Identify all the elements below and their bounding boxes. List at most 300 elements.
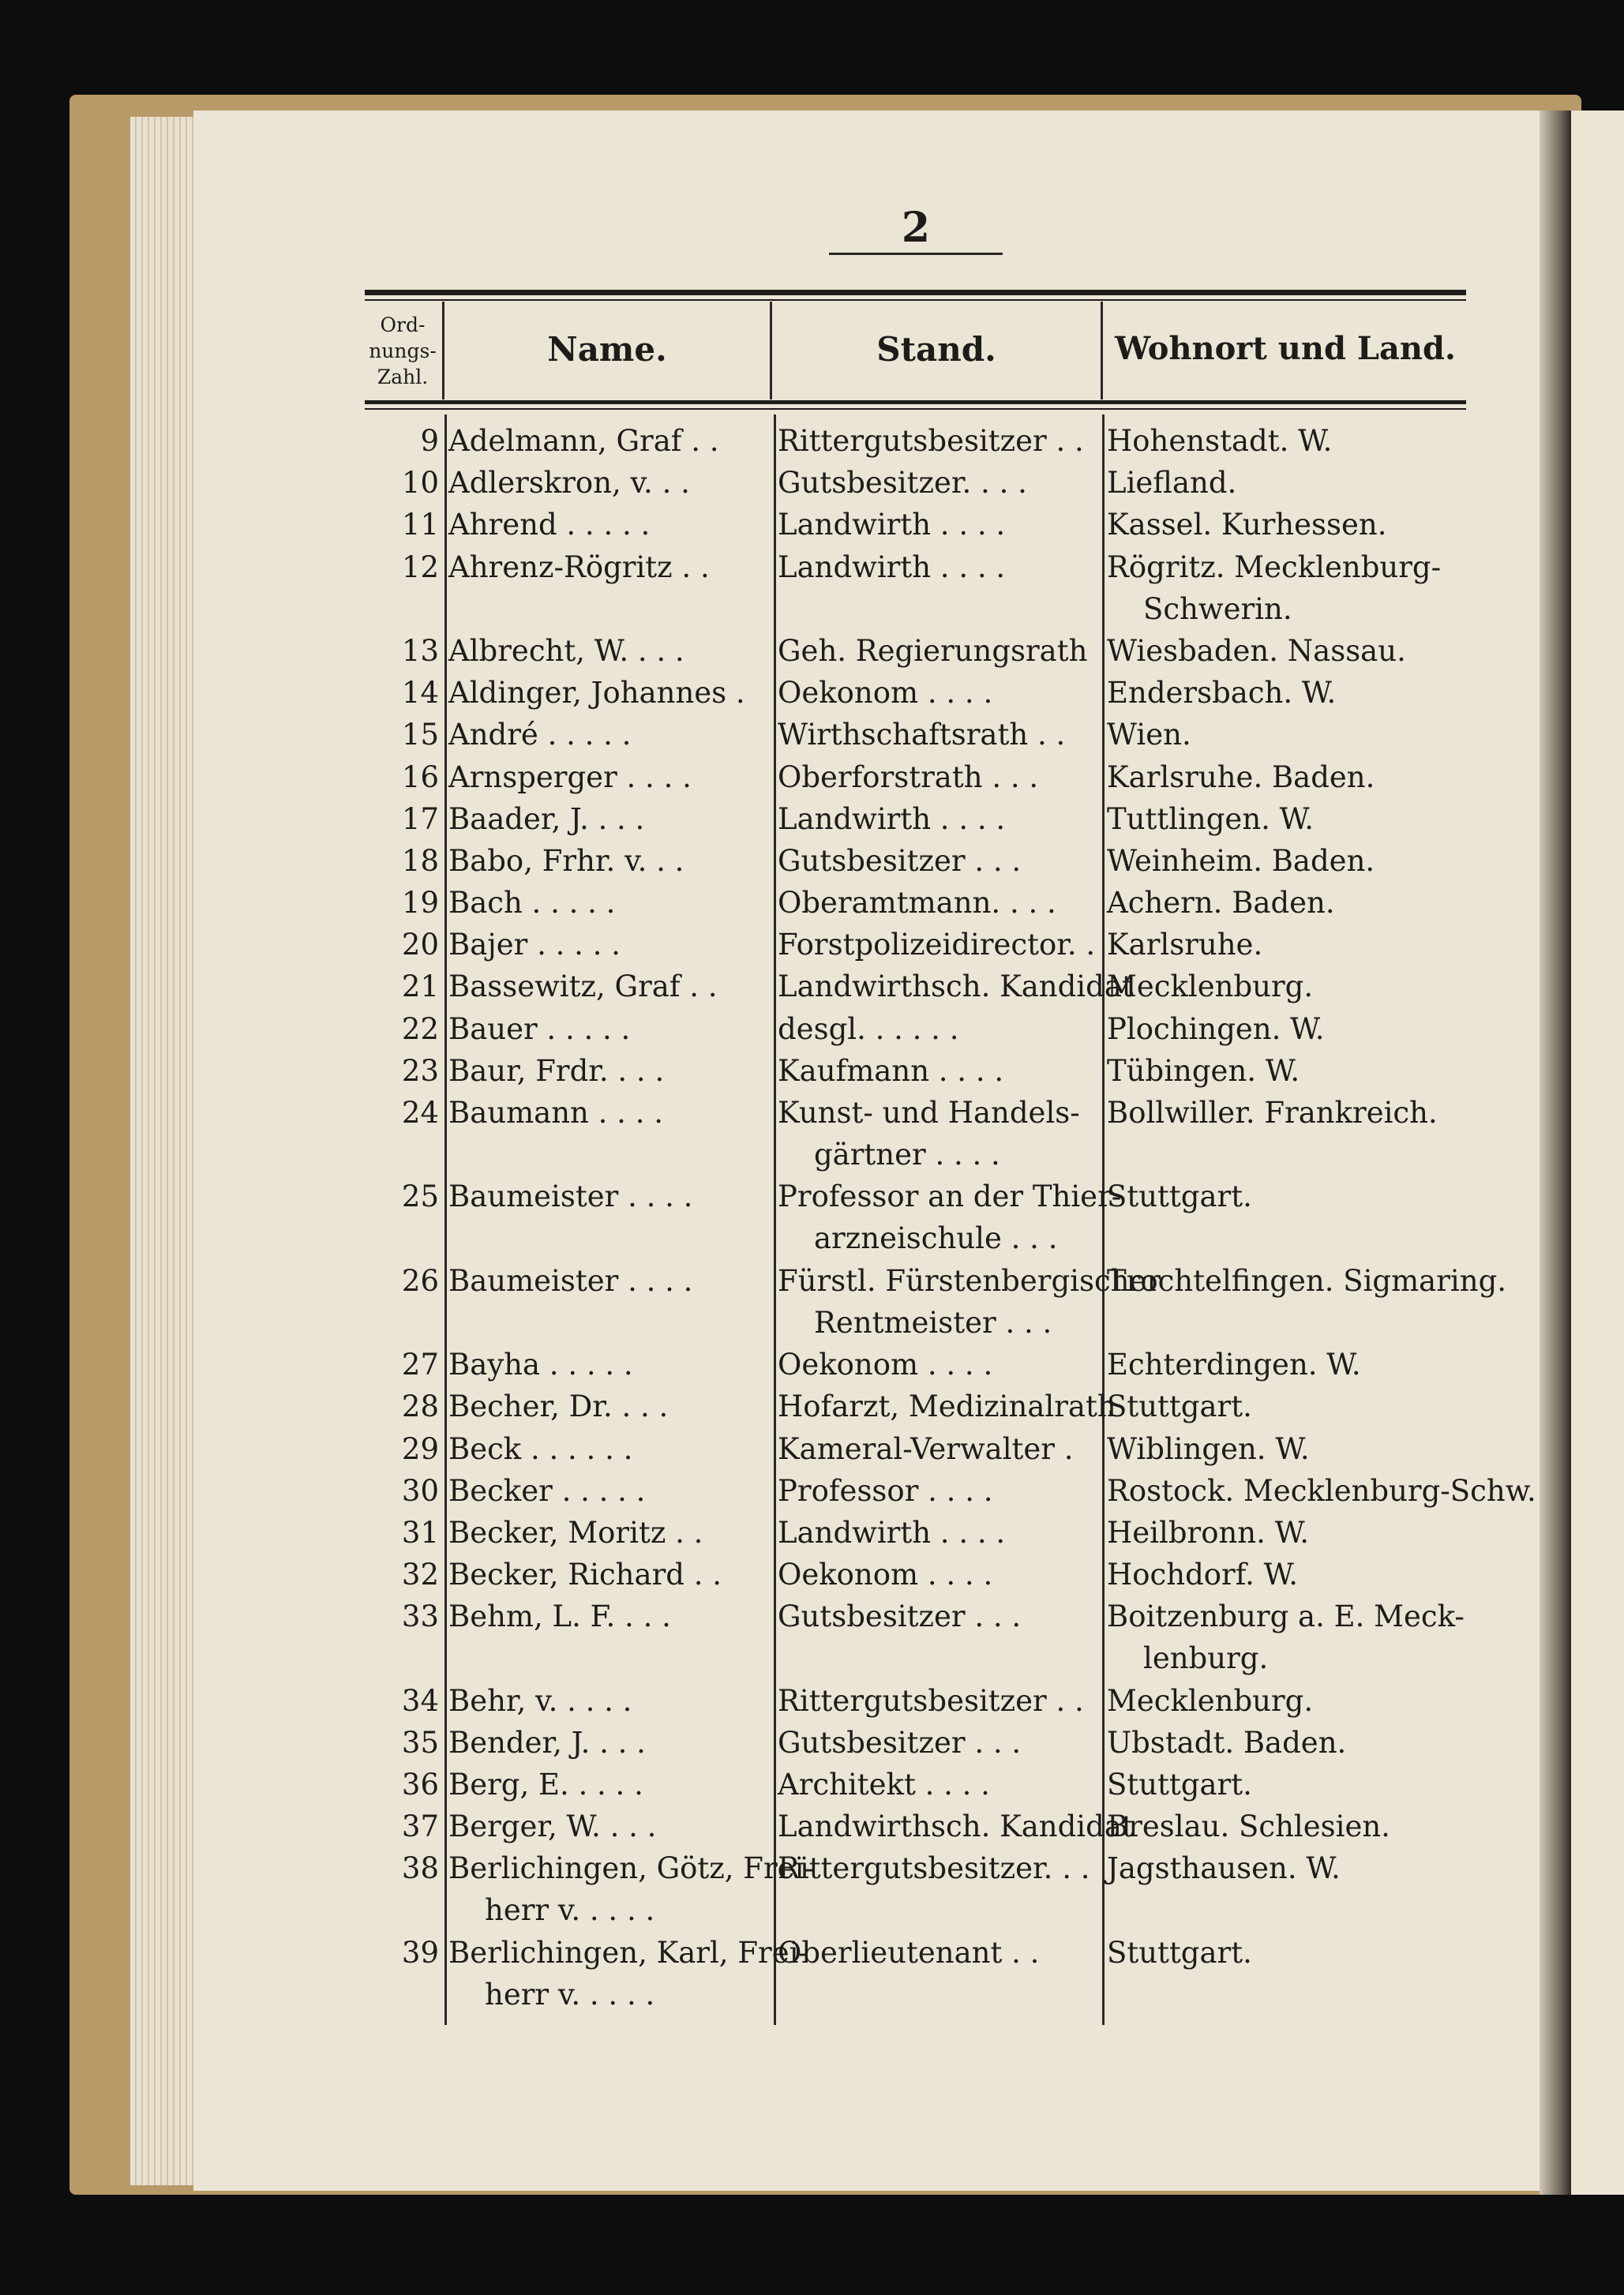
row-place: [1107, 1932, 1470, 1974]
row-stand-line: Hofarzt, Medizinalrath: [778, 1389, 1116, 1424]
row-stand-line: Gutsbesitzer. . . .: [778, 466, 1027, 501]
row-stand-line: Oberamtmann. . . .: [778, 886, 1056, 921]
row-stand-line: Landwirth . . . .: [778, 801, 1006, 836]
row-place-line: Karlsruhe. Baden.: [1107, 759, 1375, 794]
page-number: 2: [901, 204, 931, 252]
row-number: [365, 1680, 439, 1722]
row-name: [448, 630, 764, 672]
row-stand-line: Gutsbesitzer . . .: [778, 843, 1022, 878]
header-bottom-rule-thin: [365, 408, 1466, 410]
row-stand: [778, 1596, 1097, 1637]
row-number: [365, 1092, 439, 1134]
header-divider: [442, 302, 444, 399]
row-name: [448, 798, 764, 840]
table-row: [0, 1428, 1624, 1470]
row-number-line: 37: [401, 1809, 439, 1844]
row-place: [1107, 1470, 1536, 1512]
row-stand-line: Oberlieutenant . .: [778, 1935, 1040, 1970]
row-place-line: Ubstadt. Baden.: [1107, 1725, 1347, 1760]
row-number: [365, 546, 439, 588]
row-name-line: Bach . . . . .: [448, 886, 616, 921]
row-stand-line: Professor an der Thier-: [778, 1179, 1122, 1214]
table-row: [0, 672, 1624, 714]
row-name-line: Berlichingen, Karl, Frei-: [448, 1935, 808, 1970]
header-bottom-rule: [365, 400, 1466, 404]
row-stand-line: Kameral-Verwalter .: [778, 1431, 1074, 1466]
row-name: [448, 1470, 764, 1512]
row-place: [1107, 1722, 1470, 1764]
row-name-line: Bayha . . . . .: [448, 1348, 633, 1382]
row-name-line: Berlichingen, Götz, Frei-: [448, 1851, 814, 1886]
row-number: [365, 1176, 439, 1217]
row-stand: [778, 756, 1097, 798]
row-name-line: Ahrenz-Rögritz . .: [448, 549, 710, 584]
row-place: [1107, 1386, 1470, 1427]
row-number-line: 25: [401, 1179, 439, 1214]
row-number-line: 28: [401, 1389, 439, 1424]
row-number: [365, 1764, 439, 1806]
row-number: [365, 1386, 439, 1427]
row-number-line: 9: [420, 424, 439, 458]
row-name-line: Becker, Richard . .: [448, 1558, 722, 1592]
row-name-line: herr v. . . . .: [485, 1893, 655, 1928]
row-number: [365, 672, 439, 714]
row-stand: [778, 462, 1097, 504]
row-name: [448, 1092, 764, 1134]
row-number-line: 20: [401, 928, 439, 962]
row-place-line: Achern. Baden.: [1107, 886, 1335, 921]
table-row: [0, 1092, 1624, 1176]
row-name: [448, 1260, 764, 1302]
table-row: [0, 1722, 1624, 1764]
row-stand-line: Rentmeister . . .: [814, 1305, 1052, 1340]
row-stand-line: Landwirthsch. Kandidat: [778, 969, 1134, 1004]
row-name-line: Adlerskron, v. . .: [448, 466, 690, 501]
row-name-line: herr v. . . . .: [485, 1977, 655, 2012]
table-row: [0, 504, 1624, 546]
table-row: [0, 714, 1624, 756]
row-stand: [778, 1512, 1097, 1554]
row-place: [1107, 756, 1470, 798]
row-stand-line: Geh. Regierungsrath: [778, 633, 1088, 668]
row-number: [365, 504, 439, 546]
row-stand-line: Forstpolizeidirector. .: [778, 928, 1096, 962]
table-row: [0, 924, 1624, 966]
row-place: [1107, 420, 1470, 462]
row-stand-line: Architekt . . . .: [778, 1768, 990, 1802]
row-name: [448, 420, 764, 462]
row-number-line: 27: [401, 1348, 439, 1382]
row-stand: [778, 1722, 1097, 1764]
row-place-line: Mecklenburg.: [1107, 969, 1314, 1004]
row-stand: [778, 1470, 1097, 1512]
row-name: [448, 924, 764, 966]
row-place: [1107, 504, 1470, 546]
row-place-line: Boitzenburg a. E. Meck-: [1107, 1599, 1465, 1634]
header-number-line: nungs-: [369, 339, 437, 362]
row-name-line: Bajer . . . . .: [448, 928, 621, 962]
row-stand: [778, 924, 1097, 966]
row-stand-line: Rittergutsbesitzer. . .: [778, 1851, 1090, 1886]
row-number: [365, 1596, 439, 1637]
row-name-line: Beck . . . . . .: [448, 1431, 633, 1466]
row-name-line: Bassewitz, Graf . .: [448, 969, 718, 1004]
row-number-line: 36: [401, 1768, 439, 1802]
row-name-line: Baumann . . . .: [448, 1096, 663, 1131]
row-place: [1107, 882, 1470, 924]
row-place: [1107, 840, 1470, 882]
row-stand-line: Gutsbesitzer . . .: [778, 1725, 1022, 1760]
row-name: [448, 1932, 808, 2016]
row-name: [448, 1008, 764, 1050]
table-row: [0, 1512, 1624, 1554]
row-stand: [778, 1092, 1097, 1176]
row-name-line: Aldinger, Johannes .: [448, 676, 745, 711]
row-place: [1107, 1092, 1470, 1134]
row-number-line: 39: [401, 1935, 439, 1970]
row-number: [365, 714, 439, 756]
row-stand: [778, 630, 1097, 672]
row-place-line: Stuttgart.: [1107, 1389, 1252, 1424]
row-name: [448, 1554, 764, 1596]
row-place: [1107, 1512, 1470, 1554]
row-place-line: Rögritz. Mecklenburg-: [1107, 549, 1442, 584]
table-row: [0, 630, 1624, 672]
row-name: [448, 756, 764, 798]
row-name-line: Baumeister . . . .: [448, 1263, 693, 1298]
row-stand-line: Oberforstrath . . .: [778, 759, 1039, 794]
row-stand-line: Landwirth . . . .: [778, 549, 1006, 584]
row-number: [365, 1008, 439, 1050]
row-name-line: Becker, Moritz . .: [448, 1515, 703, 1550]
row-place-line: Tuttlingen. W.: [1107, 801, 1314, 836]
row-name-line: André . . . . .: [448, 718, 632, 752]
row-name-line: Albrecht, W. . . .: [448, 633, 684, 668]
table-row: [0, 1008, 1624, 1050]
table-row: [0, 1932, 1624, 2016]
row-name-line: Baumeister . . . .: [448, 1179, 693, 1214]
table-row: [0, 1847, 1624, 1931]
row-number: [365, 882, 439, 924]
header-divider: [1101, 302, 1103, 399]
row-stand-line: Gutsbesitzer . . .: [778, 1599, 1022, 1634]
row-name: [448, 840, 764, 882]
row-name: [448, 672, 764, 714]
row-number-line: 13: [401, 633, 439, 668]
table-row: [0, 882, 1624, 924]
row-place: [1107, 1596, 1470, 1679]
row-name-line: Behm, L. F. . . .: [448, 1599, 671, 1634]
row-place: [1107, 924, 1470, 966]
row-name-line: Adelmann, Graf . .: [448, 424, 719, 458]
row-number: [365, 1470, 439, 1512]
row-place: [1107, 1428, 1470, 1470]
row-place-line: Trochtelfingen. Sigmaring.: [1107, 1263, 1507, 1298]
row-place-line: Endersbach. W.: [1107, 676, 1337, 711]
register-table-body: [0, 420, 1624, 2016]
row-place-line: Mecklenburg.: [1107, 1683, 1314, 1718]
row-number: [365, 840, 439, 882]
row-place-line: Plochingen. W.: [1107, 1011, 1325, 1046]
row-number-line: 33: [401, 1599, 439, 1634]
row-name-line: Bender, J. . . .: [448, 1725, 646, 1760]
row-stand-line: Rittergutsbesitzer . .: [778, 1683, 1084, 1718]
row-place: [1107, 1806, 1470, 1847]
row-stand-line: Oekonom . . . .: [778, 676, 993, 711]
row-name: [448, 1596, 764, 1637]
table-row: [0, 798, 1624, 840]
row-place-line: Jagsthausen. W.: [1107, 1851, 1341, 1886]
row-place: [1107, 1764, 1470, 1806]
row-stand: [778, 546, 1097, 588]
row-number-line: 12: [401, 549, 439, 584]
row-place: [1107, 1176, 1470, 1217]
row-name: [448, 1344, 764, 1386]
row-number-line: 14: [401, 676, 439, 711]
row-number-line: 29: [401, 1431, 439, 1466]
row-stand-line: Landwirthsch. Kandidat: [778, 1809, 1134, 1844]
row-stand-line: Kunst- und Handels-: [778, 1096, 1080, 1131]
row-stand: [778, 966, 1134, 1007]
row-name-line: Babo, Frhr. v. . .: [448, 843, 684, 878]
row-number: [365, 1847, 439, 1889]
row-stand: [778, 798, 1097, 840]
row-place-line: Bollwiller. Frankreich.: [1107, 1096, 1438, 1131]
row-stand: [778, 1176, 1122, 1259]
row-stand: [778, 1932, 1097, 1974]
table-top-rule: [365, 290, 1466, 295]
row-number: [365, 1050, 439, 1092]
row-number-line: 24: [401, 1096, 439, 1131]
table-row: [0, 546, 1624, 630]
row-number-line: 34: [401, 1683, 439, 1718]
row-number-line: 16: [401, 759, 439, 794]
row-number-line: 22: [401, 1011, 439, 1046]
row-number-line: 26: [401, 1263, 439, 1298]
row-name: [448, 966, 764, 1007]
row-place: [1107, 1554, 1470, 1596]
row-number-line: 23: [401, 1053, 439, 1088]
row-place-line: Stuttgart.: [1107, 1935, 1252, 1970]
row-place: [1107, 1050, 1470, 1092]
row-number: [365, 1722, 439, 1764]
row-number: [365, 966, 439, 1007]
row-place: [1107, 1008, 1470, 1050]
row-number: [365, 798, 439, 840]
row-stand-line: Professor . . . .: [778, 1473, 993, 1508]
row-stand-line: Landwirth . . . .: [778, 1515, 1006, 1550]
row-name: [448, 462, 764, 504]
row-number: [365, 462, 439, 504]
row-name: [448, 1722, 764, 1764]
row-number: [365, 1428, 439, 1470]
row-stand-line: Fürstl. Fürstenbergischer: [778, 1263, 1161, 1298]
row-stand: [778, 714, 1097, 756]
row-place: [1107, 1344, 1470, 1386]
row-stand-line: Wirthschaftsrath . .: [778, 718, 1066, 752]
row-place: [1107, 672, 1470, 714]
row-number-line: 10: [401, 466, 439, 501]
row-number-line: 30: [401, 1473, 439, 1508]
row-stand: [778, 1050, 1097, 1092]
row-place-line: Wiesbaden. Nassau.: [1107, 633, 1406, 668]
row-number: [365, 1554, 439, 1596]
row-name: [448, 546, 764, 588]
row-place: [1107, 1680, 1470, 1722]
row-place-line: Breslau. Schlesien.: [1107, 1809, 1390, 1844]
page-number-rule: [829, 253, 1003, 255]
row-place-line: lenburg.: [1143, 1641, 1269, 1676]
row-number: [365, 1512, 439, 1554]
row-name: [448, 1847, 814, 1931]
row-number-line: 21: [401, 969, 439, 1004]
row-number: [365, 1932, 439, 1974]
row-name-line: Baur, Frdr. . . .: [448, 1053, 665, 1088]
row-name-line: Berger, W. . . .: [448, 1809, 657, 1844]
row-stand: [778, 1806, 1134, 1847]
row-name: [448, 504, 764, 546]
row-number-line: 31: [401, 1515, 439, 1550]
row-place-line: Rostock. Mecklenburg-Schw.: [1107, 1473, 1536, 1508]
row-number-line: 19: [401, 886, 439, 921]
row-name-line: Behr, v. . . . .: [448, 1683, 632, 1718]
row-place-line: Hochdorf. W.: [1107, 1558, 1298, 1592]
row-stand: [778, 882, 1097, 924]
row-place: [1107, 630, 1470, 672]
row-name-line: Arnsperger . . . .: [448, 759, 692, 794]
header-number-line: Zahl.: [377, 366, 429, 388]
table-row: [0, 1680, 1624, 1722]
row-name-line: Berg, E. . . . .: [448, 1768, 643, 1802]
row-place-line: Schwerin.: [1143, 591, 1292, 626]
row-stand: [778, 420, 1097, 462]
row-name: [448, 1428, 764, 1470]
row-place-line: Kassel. Kurhessen.: [1107, 508, 1387, 542]
row-place-line: Stuttgart.: [1107, 1179, 1252, 1214]
row-number-line: 32: [401, 1558, 439, 1592]
row-number: [365, 924, 439, 966]
row-stand: [778, 1344, 1097, 1386]
row-name-line: Ahrend . . . . .: [448, 508, 651, 542]
row-stand: [778, 1554, 1097, 1596]
header-name: Name.: [547, 330, 667, 369]
row-name: [448, 1764, 764, 1806]
row-number: [365, 756, 439, 798]
row-stand: [778, 1260, 1161, 1344]
header-number-line: Ord-: [380, 313, 426, 336]
row-number: [365, 1806, 439, 1847]
row-name: [448, 1806, 764, 1847]
row-stand: [778, 1386, 1116, 1427]
table-row: [0, 1176, 1624, 1259]
row-name: [448, 1512, 764, 1554]
row-number-line: 38: [401, 1851, 439, 1886]
row-name-line: Becker . . . . .: [448, 1473, 646, 1508]
row-place-line: Wien.: [1107, 718, 1191, 752]
row-place: [1107, 966, 1470, 1007]
row-place-line: Hohenstadt. W.: [1107, 424, 1333, 458]
row-stand-line: arzneischule . . .: [814, 1221, 1058, 1256]
row-stand: [778, 1428, 1097, 1470]
row-stand-line: desgl. . . . . .: [778, 1011, 959, 1046]
table-row: [0, 1050, 1624, 1092]
row-number-line: 17: [401, 801, 439, 836]
table-top-rule-thin: [365, 299, 1466, 301]
table-row: [0, 1554, 1624, 1596]
row-name-line: Baader, J. . . .: [448, 801, 645, 836]
table-row: [0, 1344, 1624, 1386]
table-row: [0, 1386, 1624, 1427]
header-place: Wohnort und Land.: [1115, 330, 1456, 367]
row-place-line: Wiblingen. W.: [1107, 1431, 1310, 1466]
row-number: [365, 630, 439, 672]
table-row: [0, 840, 1624, 882]
row-place: [1107, 798, 1470, 840]
table-row: [0, 462, 1624, 504]
row-place-line: Echterdingen. W.: [1107, 1348, 1361, 1382]
row-place-line: Liefland.: [1107, 466, 1237, 501]
row-name: [448, 1176, 764, 1217]
row-place-line: Weinheim. Baden.: [1107, 843, 1375, 878]
row-name: [448, 1680, 764, 1722]
row-stand-line: Landwirth . . . .: [778, 508, 1006, 542]
row-number-line: 35: [401, 1725, 439, 1760]
row-number: [365, 1344, 439, 1386]
row-stand: [778, 1008, 1097, 1050]
header-stand: Stand.: [876, 330, 996, 369]
row-stand-line: Rittergutsbesitzer . .: [778, 424, 1084, 458]
row-place: [1107, 1260, 1507, 1302]
header-number-column: [365, 312, 441, 390]
row-number: [365, 420, 439, 462]
row-place: [1107, 714, 1470, 756]
row-name: [448, 1050, 764, 1092]
table-row: [0, 1596, 1624, 1679]
table-row: [0, 756, 1624, 798]
table-row: [0, 1260, 1624, 1344]
row-stand: [778, 672, 1097, 714]
row-stand: [778, 1847, 1097, 1889]
row-number-line: 11: [401, 508, 439, 542]
row-stand-line: Oekonom . . . .: [778, 1558, 993, 1592]
row-stand: [778, 1680, 1097, 1722]
row-place-line: Tübingen. W.: [1107, 1053, 1300, 1088]
row-place: [1107, 546, 1470, 630]
table-row: [0, 1806, 1624, 1847]
row-number: [365, 1260, 439, 1302]
row-name: [448, 882, 764, 924]
row-stand: [778, 840, 1097, 882]
table-row: [0, 420, 1624, 462]
row-name: [448, 714, 764, 756]
row-place: [1107, 1847, 1470, 1889]
row-stand-line: Kaufmann . . . .: [778, 1053, 1004, 1088]
table-row: [0, 1470, 1624, 1512]
row-place-line: Karlsruhe.: [1107, 928, 1263, 962]
row-stand-line: gärtner . . . .: [814, 1138, 1000, 1172]
row-place: [1107, 462, 1470, 504]
row-name-line: Bauer . . . . .: [448, 1011, 631, 1046]
row-name-line: Becher, Dr. . . .: [448, 1389, 669, 1424]
row-place-line: Stuttgart.: [1107, 1768, 1252, 1802]
row-stand-line: Oekonom . . . .: [778, 1348, 993, 1382]
row-place-line: Heilbronn. W.: [1107, 1515, 1309, 1550]
table-row: [0, 1764, 1624, 1806]
row-number-line: 18: [401, 843, 439, 878]
table-row: [0, 966, 1624, 1007]
row-name: [448, 1386, 764, 1427]
row-stand: [778, 504, 1097, 546]
